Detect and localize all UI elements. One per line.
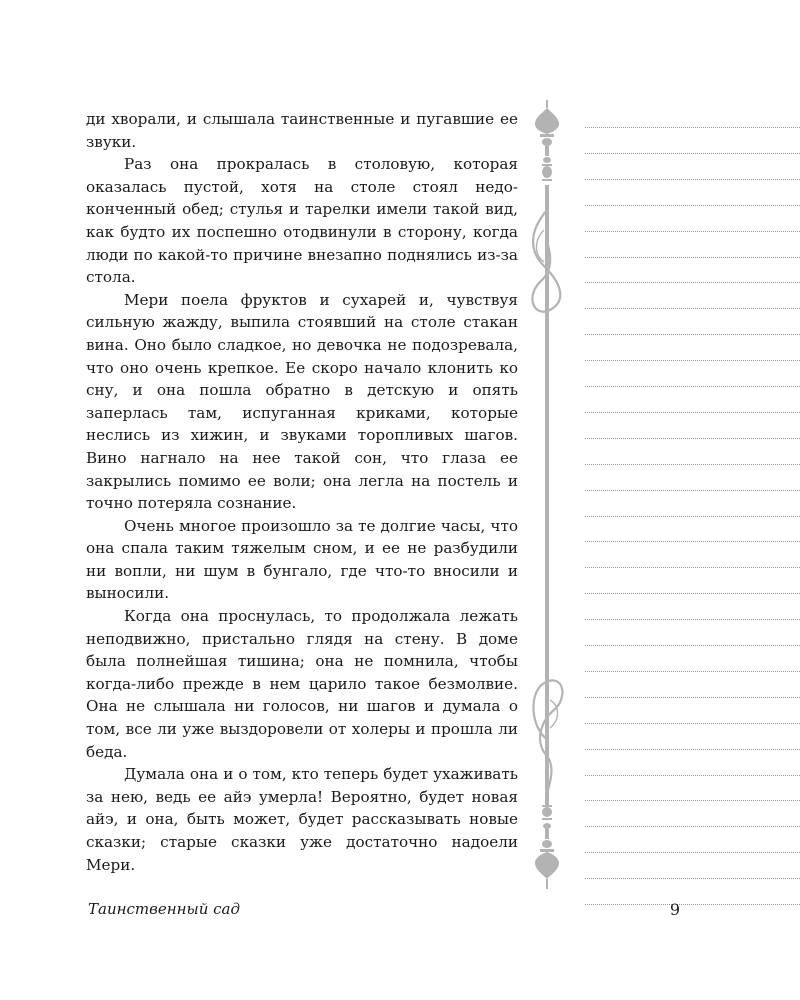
ruled-line	[585, 308, 800, 309]
ruled-line	[585, 464, 800, 465]
ruled-line	[585, 723, 800, 724]
ruled-line	[585, 412, 800, 413]
ruled-line	[585, 231, 800, 232]
ruled-line	[585, 645, 800, 646]
paragraph: ди хворали, и слышала таинственные и пугавшие ее звуки.	[86, 110, 518, 151]
ruled-line	[585, 516, 800, 517]
ruled-line	[585, 671, 800, 672]
ruled-line	[585, 775, 800, 776]
ruled-line	[585, 438, 800, 439]
paragraph: Когда она проснулась, то продолжала лежать неподвижно, пристально глядя на стену. В доме была полнейшая тишина; она не помнила, чтобы когда-либо прежде в нем царило такое безмолвие. Она не слышала ни голосов, ни шагов и думала о том, все ли уже выздоровели от холеры и прошла ли беда.	[86, 607, 518, 761]
paragraph: Думала она и о том, кто теперь будет ухаживать за нею, ведь ее айэ умерла! Вероятно, будет новая айэ, и она, быть может, будет рассказывать новые сказки; старые сказки уже достаточно надоели Мери.	[86, 765, 518, 874]
ruled-line	[585, 800, 800, 801]
ruled-line	[585, 619, 800, 620]
ruled-note-lines	[585, 100, 800, 900]
decorative-divider-ornament	[520, 100, 576, 890]
ruled-line	[585, 490, 800, 491]
ruled-line	[585, 257, 800, 258]
ruled-line	[585, 205, 800, 206]
ruled-line	[585, 593, 800, 594]
ruled-line	[585, 541, 800, 542]
running-footer-title: Таинственный сад	[88, 900, 240, 918]
ornament-bottom-finial	[535, 805, 559, 889]
ruled-line	[585, 749, 800, 750]
text-column	[86, 108, 518, 876]
ruled-line	[585, 697, 800, 698]
paragraph: Раз она прокралась в столовую, которая оказалась пустой, хотя на столе стоял недоконченный обед; стулья и тарелки имели такой вид, как будто их поспешно отодвинули в сторону, когда люди по какой-то причине внезапно поднялись из-за стола.	[86, 155, 518, 287]
ruled-line	[585, 360, 800, 361]
ruled-line	[585, 904, 800, 905]
ornament-top-finial	[535, 100, 559, 181]
ruled-line	[585, 386, 800, 387]
ruled-line	[585, 826, 800, 827]
page-number: 9	[669, 900, 681, 919]
paragraph: Очень многое произошло за те долгие часы, что она спала таким тяжелым сном, и ее не разбудили ни вопли, ни шум в бунгало, где что-то вносили и выносили.	[86, 516, 518, 603]
ruled-line	[585, 878, 800, 879]
ruled-line	[585, 567, 800, 568]
ruled-line	[585, 852, 800, 853]
ruled-line	[585, 282, 800, 283]
ornament-bar	[545, 185, 549, 805]
ruled-line	[585, 127, 800, 128]
ruled-line	[585, 334, 800, 335]
ruled-line	[585, 179, 800, 180]
ruled-line	[585, 153, 800, 154]
paragraph: Мери поела фруктов и сухарей и, чувствуя сильную жажду, выпила стоявший на столе стакан вина. Оно было сладкое, но девочка не подозревала, что оно очень крепкое. Ее скоро начало клонить ко сну, и она пошла обратно в детскую и опять заперлась там, испуганная криками, которые неслись из хижин, и звуками торопливых шагов. Вино нагнало на нее такой сон, что глаза ее закрылись помимо ее воли; она легла на постель и точно потеряла сознание.	[86, 290, 518, 513]
